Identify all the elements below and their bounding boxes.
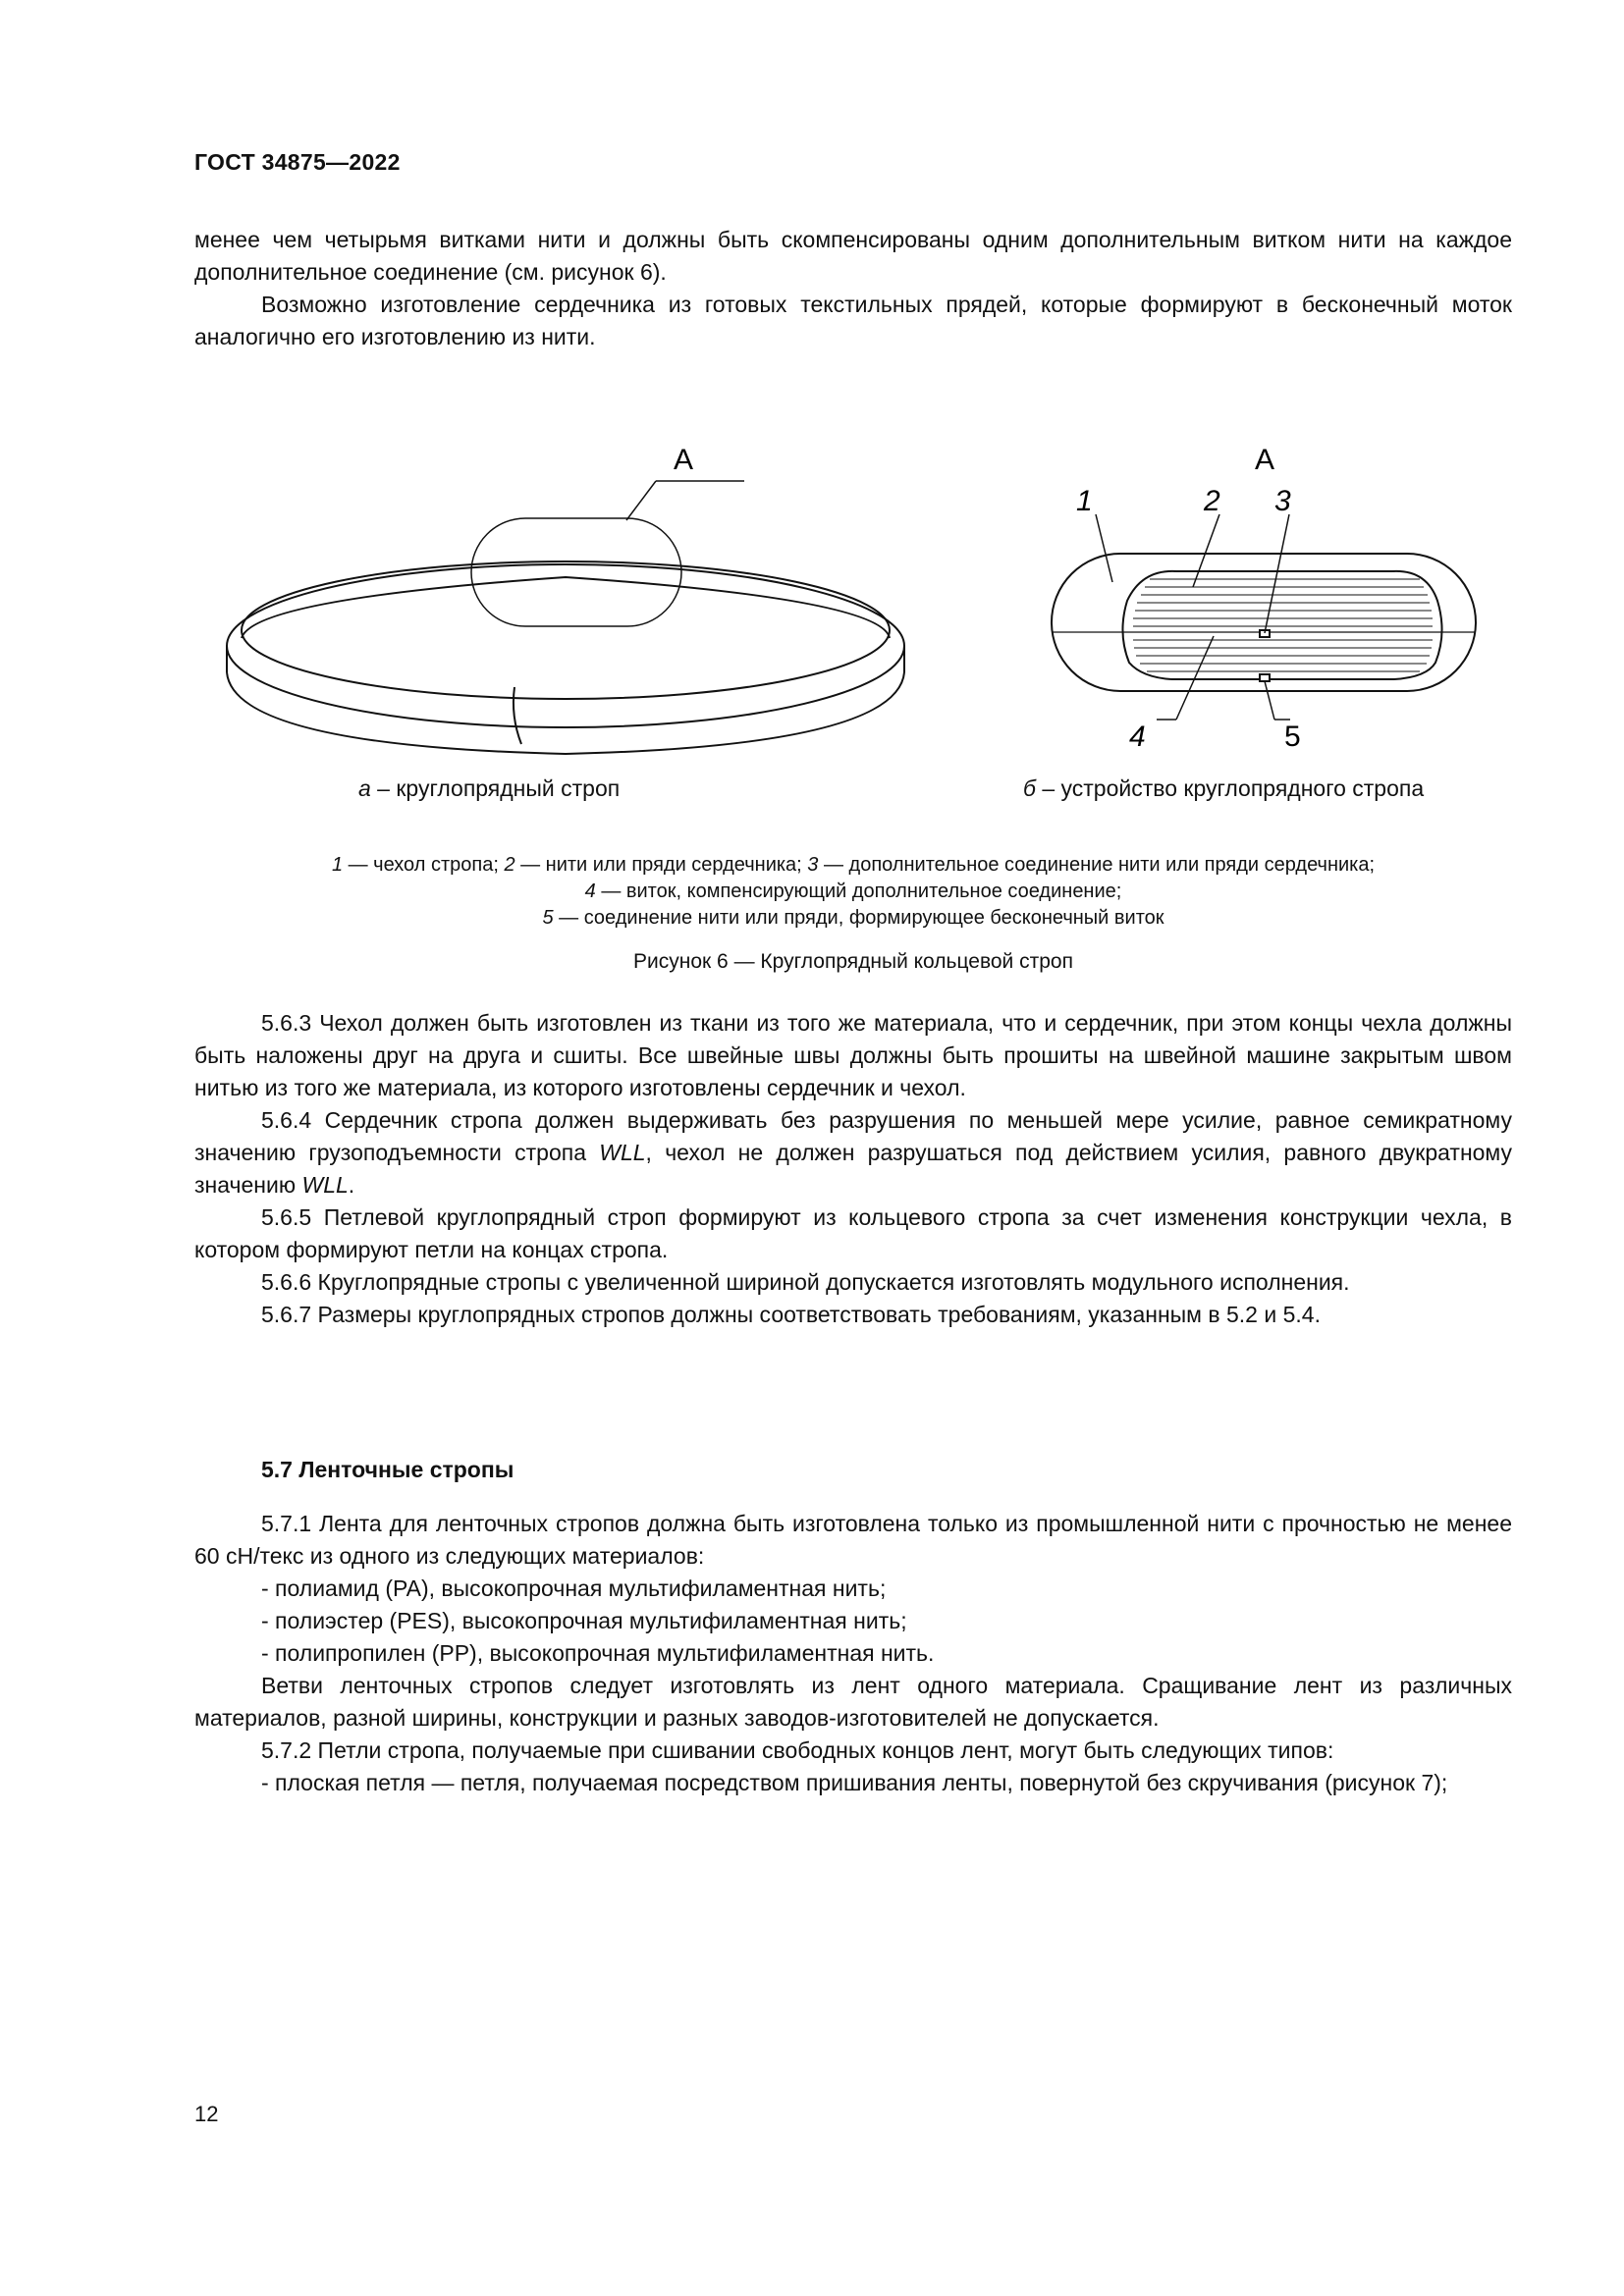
branches-paragraph: Ветви ленточных стропов следует изготовлять из лент одного материала. Сращивание лент из различных материалов, разной ширины, конструкции и разных заводов-изготовителей не допускается. [194, 1673, 1512, 1731]
detail-label-a-left: А [674, 444, 694, 476]
callout-1: 1 [1076, 485, 1093, 517]
material-item-pes: - полиэстер (PES), высокопрочная мультифиламентная нить; [261, 1608, 907, 1633]
callout-5: 5 [1284, 721, 1301, 753]
legend-line-1: 1 — чехол стропа; 2 — нити или пряди сердечника; 3 — дополнительное соединение нити или пряди сердечника; [331, 854, 1376, 876]
intro-paragraph-1: менее чем четырьмя витками нити и должны быть скомпенсированы одним дополнительным витком нити на каждое дополнительное соединение (см. рисунок 6). [194, 227, 1512, 285]
clause-5-6-4: 5.6.4 Сердечник стропа должен выдерживать без разрушения по меньшей мере усилие, равное семикратному значению грузоподъемности стропа WLL, чехол не должен разрушаться под действием усилия, равного двукратному значению WLL. [194, 1107, 1513, 1198]
figure-title: Рисунок 6 — Круглопрядный кольцевой строп [633, 950, 1073, 973]
subcaption-a-letter: а [358, 775, 371, 801]
intro-text [194, 224, 1512, 353]
section-5-7-text [194, 1508, 1512, 1799]
legend-line-3: 5 — соединение нити или пряди, формирующее бесконечный виток [542, 907, 1164, 929]
flat-loop-item: - плоская петля — петля, получаемая посредством пришивания ленты, повернутой без скручивания (рисунок 7); [261, 1770, 1448, 1795]
subcaption-a-text: – круглопрядный строп [370, 775, 621, 801]
material-item-pa: - полиамид (PA), высокопрочная мультифиламентная нить; [261, 1575, 887, 1601]
clause-5-6-7: 5.6.7 Размеры круглопрядных стропов должны соответствовать требованиям, указанным в 5.2 и 5.4. [261, 1302, 1321, 1327]
page-number: 12 [194, 2102, 219, 2126]
clause-5-7-1: 5.7.1 Лента для ленточных стропов должна быть изготовлена только из промышленной нити с прочностью не менее 60 сН/текс из одного из следующих материалов: [194, 1511, 1512, 1569]
subcaption-b [1023, 775, 1424, 802]
section-5-6-text [194, 1007, 1512, 1331]
callout-2: 2 [1204, 485, 1220, 517]
section-heading-5-7: 5.7 Ленточные стропы [261, 1457, 514, 1482]
document-header: ГОСТ 34875—2022 [194, 149, 401, 175]
round-sling-drawing [227, 481, 904, 754]
figure-6-drawing [194, 432, 1512, 766]
clause-5-7-2: 5.7.2 Петли стропа, получаемые при сшивании свободных концов лент, могут быть следующих типов: [261, 1737, 1334, 1763]
callout-4: 4 [1129, 721, 1146, 753]
callout-3: 3 [1274, 485, 1291, 517]
clause-5-6-6: 5.6.6 Круглопрядные стропы с увеличенной шириной допускается изготовлять модульного исполнения. [261, 1269, 1350, 1295]
figure-legend [194, 852, 1512, 932]
subcaption-a [358, 775, 620, 802]
figure-6 [194, 432, 1512, 825]
clause-5-6-3: 5.6.3 Чехол должен быть изготовлен из ткани из того же материала, что и сердечник, при этом концы чехла должны быть наложены друг на друга и сшиты. Все швейные швы должны быть прошиты на швейной машине закрытым швом нитью из того же материала, из которого изготовлены сердечник и чехол. [194, 1010, 1512, 1100]
subcaption-b-letter: б [1023, 775, 1036, 801]
clause-5-6-5: 5.6.5 Петлевой круглопрядный строп формируют из кольцевого стропа за счет изменения конструкции чехла, в котором формируют петли на концах стропа. [194, 1204, 1512, 1262]
legend-line-2: 4 — виток, компенсирующий дополнительное соединение; [584, 881, 1122, 902]
material-item-pp: - полипропилен (PP), высокопрочная мультифиламентная нить. [261, 1640, 935, 1666]
subcaption-b-text: – устройство круглопрядного стропа [1035, 775, 1425, 801]
sling-structure-drawing [1052, 514, 1476, 720]
detail-label-a-right: А [1255, 444, 1275, 476]
intro-paragraph-2: Возможно изготовление сердечника из готовых текстильных прядей, которые формируют в бесконечный моток аналогично его изготовлению из нити. [194, 292, 1512, 349]
